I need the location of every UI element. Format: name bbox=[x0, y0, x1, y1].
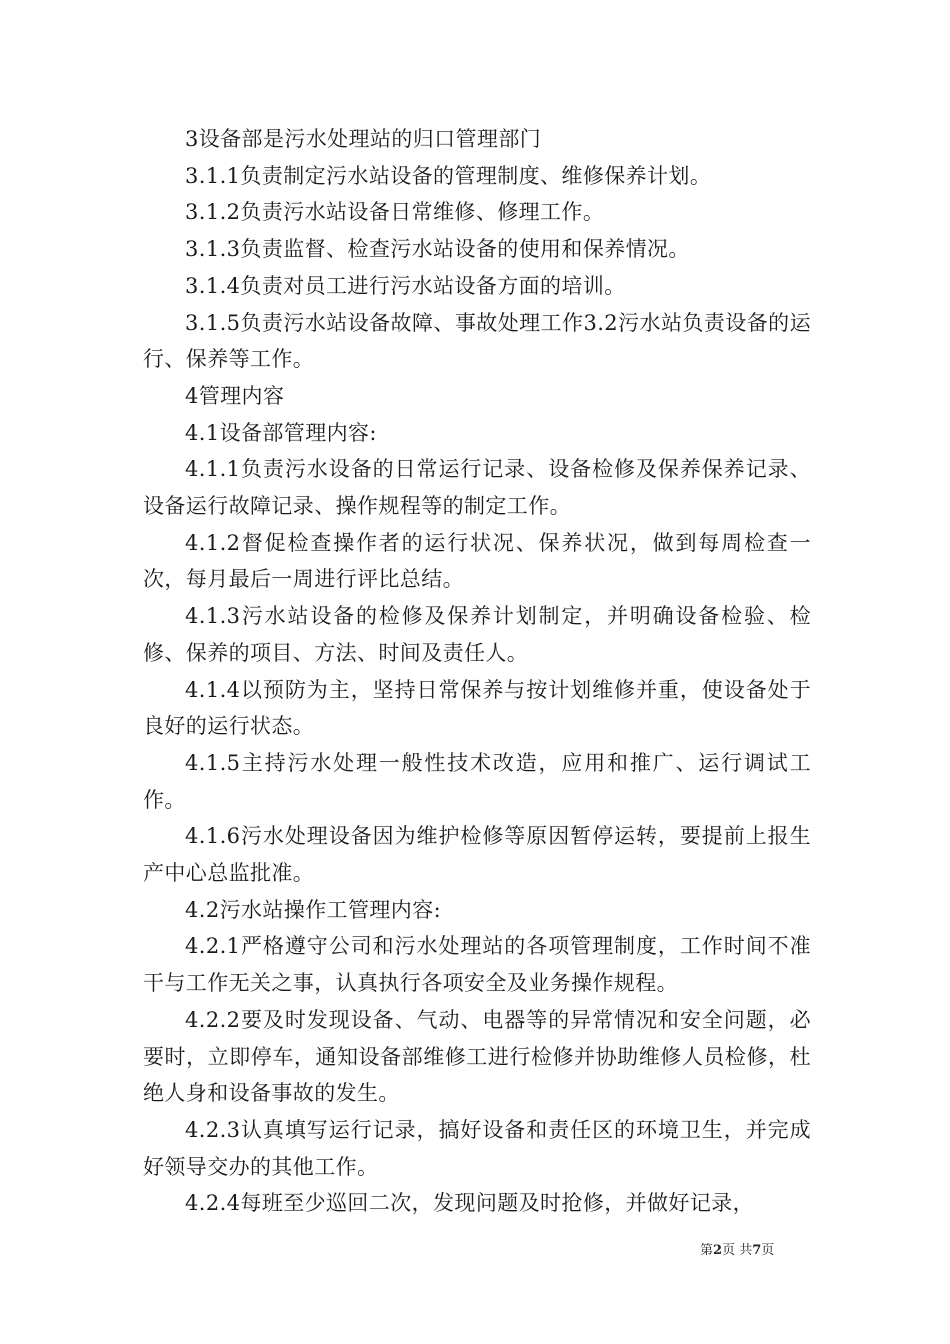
page-footer bbox=[700, 1242, 820, 1260]
paragraph: 3设备部是污水处理站的归口管理部门 bbox=[185, 127, 542, 151]
paragraph: 4.1.4以预防为主，坚持日常保养与按计划维修并重，使设备处于良好的运行状态。 bbox=[143, 677, 811, 739]
subsection-heading: 4.2污水站操作工管理内容: bbox=[185, 897, 442, 922]
paragraph: 3.1.1负责制定污水站设备的管理制度、维修保养计划。 bbox=[185, 163, 712, 188]
paragraph: 4.2.4每班至少巡回二次，发现问题及时抢修，并做好记录， bbox=[185, 1191, 755, 1216]
paragraph: 3.1.3负责监督、检查污水站设备的使用和保养情况。 bbox=[185, 237, 690, 262]
footer-middle: 页 共 bbox=[722, 1243, 753, 1258]
paragraph: 4.1.1负责污水设备的日常运行记录、设备检修及保养保养记录、设备运行故障记录、操作规程等的制定工作。 bbox=[143, 457, 811, 519]
paragraph: 4.2.1严格遵守公司和污水处理站的各项管理制度，工作时间不准干与工作无关之事，认真执行各项安全及业务操作规程。 bbox=[143, 934, 811, 996]
paragraph: 3.1.2负责污水站设备日常维修、修理工作。 bbox=[185, 200, 605, 225]
document-body bbox=[143, 121, 811, 1222]
section-heading: 4管理内容 bbox=[185, 383, 285, 408]
paragraph: 4.1.6污水处理设备因为维护检修等原因暂停运转，要提前上报生产中心总监批准。 bbox=[143, 824, 811, 886]
total-page-number: 7 bbox=[752, 1243, 762, 1258]
paragraph: 3.1.4负责对员工进行污水站设备方面的培训。 bbox=[185, 273, 626, 298]
paragraph: 4.1.3污水站设备的检修及保养计划制定，并明确设备检验、检修、保养的项目、方法、时间及责任人。 bbox=[143, 604, 811, 665]
subsection-heading: 4.1设备部管理内容: bbox=[185, 420, 377, 445]
footer-prefix: 第 bbox=[700, 1243, 714, 1258]
paragraph: 4.2.3认真填写运行记录，搞好设备和责任区的环境卫生，并完成好领导交办的其他工作。 bbox=[143, 1117, 811, 1179]
paragraph: 4.2.2要及时发现设备、气动、电器等的异常情况和安全问题，必要时，立即停车，通知设备部维修工进行检修并协助维修人员检修，杜绝人身和设备事故的发生。 bbox=[143, 1007, 811, 1106]
paragraph: 3.1.5负责污水站设备故障、事故处理工作3.2污水站负责设备的运行、保养等工作。 bbox=[143, 310, 811, 372]
footer-suffix: 页 bbox=[761, 1243, 775, 1258]
paragraph: 4.1.2督促检查操作者的运行状况、保养状况，做到每周检查一次，每月最后一周进行评比总结。 bbox=[143, 530, 811, 592]
paragraph: 4.1.5主持污水处理一般性技术改造，应用和推广、运行调试工作。 bbox=[143, 750, 811, 812]
current-page-number: 2 bbox=[713, 1243, 723, 1258]
